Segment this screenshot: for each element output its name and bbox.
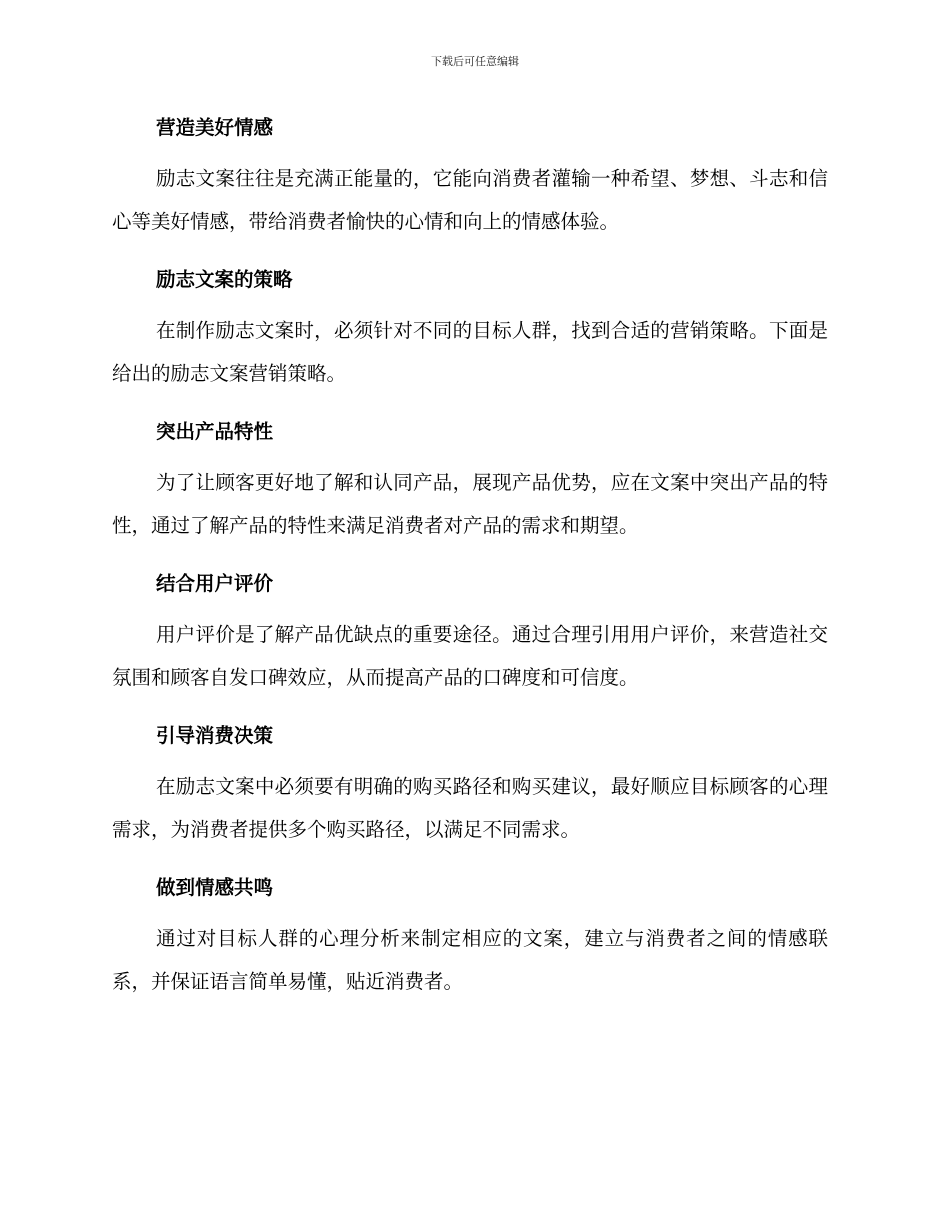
section-paragraph: 用户评价是了解产品优缺点的重要途径。通过合理引用用户评价，来营造社交氛围和顾客自发口碑效应，从而提高产品的口碑度和可信度。 xyxy=(112,623,828,689)
section-heading: 营造美好情感 xyxy=(156,116,274,139)
section-paragraph: 励志文案往往是充满正能量的，它能向消费者灌输一种希望、梦想、斗志和信心等美好情感，带给消费者愉快的心情和向上的情感体验。 xyxy=(112,167,828,233)
document-body xyxy=(112,108,828,1020)
page-header: 下载后可任意编辑 xyxy=(431,55,519,68)
section-guide-decision xyxy=(112,716,828,851)
section-heading: 励志文案的策略 xyxy=(156,268,293,291)
section-heading: 做到情感共鸣 xyxy=(156,876,274,899)
section-product-features xyxy=(112,412,828,547)
section-paragraph: 通过对目标人群的心理分析来制定相应的文案，建立与消费者之间的情感联系，并保证语言简单易懂，贴近消费者。 xyxy=(112,927,828,993)
section-strategy xyxy=(112,260,828,395)
section-create-emotion xyxy=(112,108,828,243)
section-heading: 引导消费决策 xyxy=(156,724,274,747)
section-emotional-resonance xyxy=(112,868,828,1003)
section-paragraph: 在励志文案中必须要有明确的购买路径和购买建议，最好顺应目标顾客的心理需求，为消费者提供多个购买路径，以满足不同需求。 xyxy=(112,775,828,841)
section-paragraph: 在制作励志文案时，必须针对不同的目标人群，找到合适的营销策略。下面是给出的励志文案营销策略。 xyxy=(112,319,828,385)
section-heading: 突出产品特性 xyxy=(156,420,274,443)
section-paragraph: 为了让顾客更好地了解和认同产品，展现产品优势，应在文案中突出产品的特性，通过了解产品的特性来满足消费者对产品的需求和期望。 xyxy=(112,471,828,537)
section-user-reviews xyxy=(112,564,828,699)
section-heading: 结合用户评价 xyxy=(156,572,274,595)
